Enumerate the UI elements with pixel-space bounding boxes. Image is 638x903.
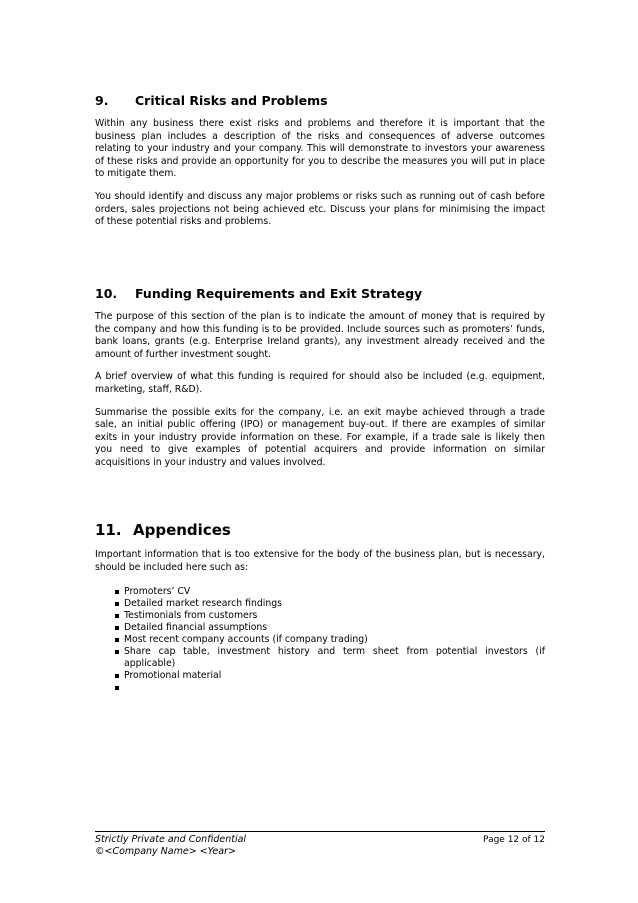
section-number: 11. bbox=[95, 521, 122, 539]
section-appendices bbox=[95, 521, 545, 694]
paragraph: Summarise the possible exits for the company, i.e. an exit maybe achieved through a trade sale, an initial public offering (IPO) or management buy-out. If there are examples of similar exits in your industry provide information on these. For example, if a trade sale is likely then you need to give examples of potential acquirers and provide information on similar acquisitions in your industry and values involved. bbox=[95, 406, 545, 468]
footer-divider bbox=[95, 831, 545, 832]
section-heading bbox=[95, 521, 545, 539]
paragraph: Important information that is too extensive for the body of the business plan, but is necessary, should be included here such as: bbox=[95, 549, 545, 573]
section-heading bbox=[95, 93, 545, 108]
paragraph: You should identify and discuss any major problems or risks such as running out of cash before orders, sales projections not being achieved etc. Discuss your plans for minimising the impact of these potential risks and problems. bbox=[95, 190, 545, 228]
section-title: Funding Requirements and Exit Strategy bbox=[135, 286, 423, 301]
page-number: Page 12 of 12 bbox=[483, 835, 545, 845]
list-item: Promoters’ CV bbox=[115, 586, 545, 598]
list-item: Most recent company accounts (if company trading) bbox=[115, 634, 545, 646]
list-item: Promotional material bbox=[115, 670, 545, 682]
paragraph: A brief overview of what this funding is required for should also be included (e.g. equipment, marketing, staff, R&D). bbox=[95, 371, 545, 395]
section-number: 10. bbox=[95, 286, 118, 301]
appendix-list bbox=[95, 586, 545, 694]
list-item: Detailed financial assumptions bbox=[115, 622, 545, 634]
section-funding-requirements bbox=[95, 286, 545, 480]
section-title: Appendices bbox=[133, 521, 231, 539]
footer-confidentiality bbox=[95, 834, 246, 858]
section-heading bbox=[95, 286, 545, 301]
footer-line: Strictly Private and Confidential bbox=[95, 834, 247, 845]
list-item: Share cap table, investment history and term sheet from potential investors (if applicable) bbox=[115, 646, 545, 670]
list-item: Detailed market research findings bbox=[115, 598, 545, 610]
list-item: Testimonials from customers bbox=[115, 610, 545, 622]
section-critical-risks bbox=[95, 93, 545, 239]
paragraph: Within any business there exist risks and problems and therefore it is important that the business plan includes a description of the risks and consequences of adverse outcomes relating to your industry and your company. This will demonstrate to investors your awareness of these risks and provide an opportunity for you to describe the measures you will put in place to mitigate them. bbox=[95, 118, 545, 180]
paragraph: The purpose of this section of the plan is to indicate the amount of money that is required by the company and how this funding is to be provided. Include sources such as promoters’ funds, bank loans, grants (e.g. Enterprise Ireland grants), any investment already received and the amount of further investment sought. bbox=[95, 311, 545, 360]
list-item bbox=[115, 682, 545, 694]
section-number: 9. bbox=[95, 93, 109, 108]
footer-copyright: ©<Company Name> <Year> bbox=[95, 846, 236, 857]
section-title: Critical Risks and Problems bbox=[135, 93, 328, 108]
